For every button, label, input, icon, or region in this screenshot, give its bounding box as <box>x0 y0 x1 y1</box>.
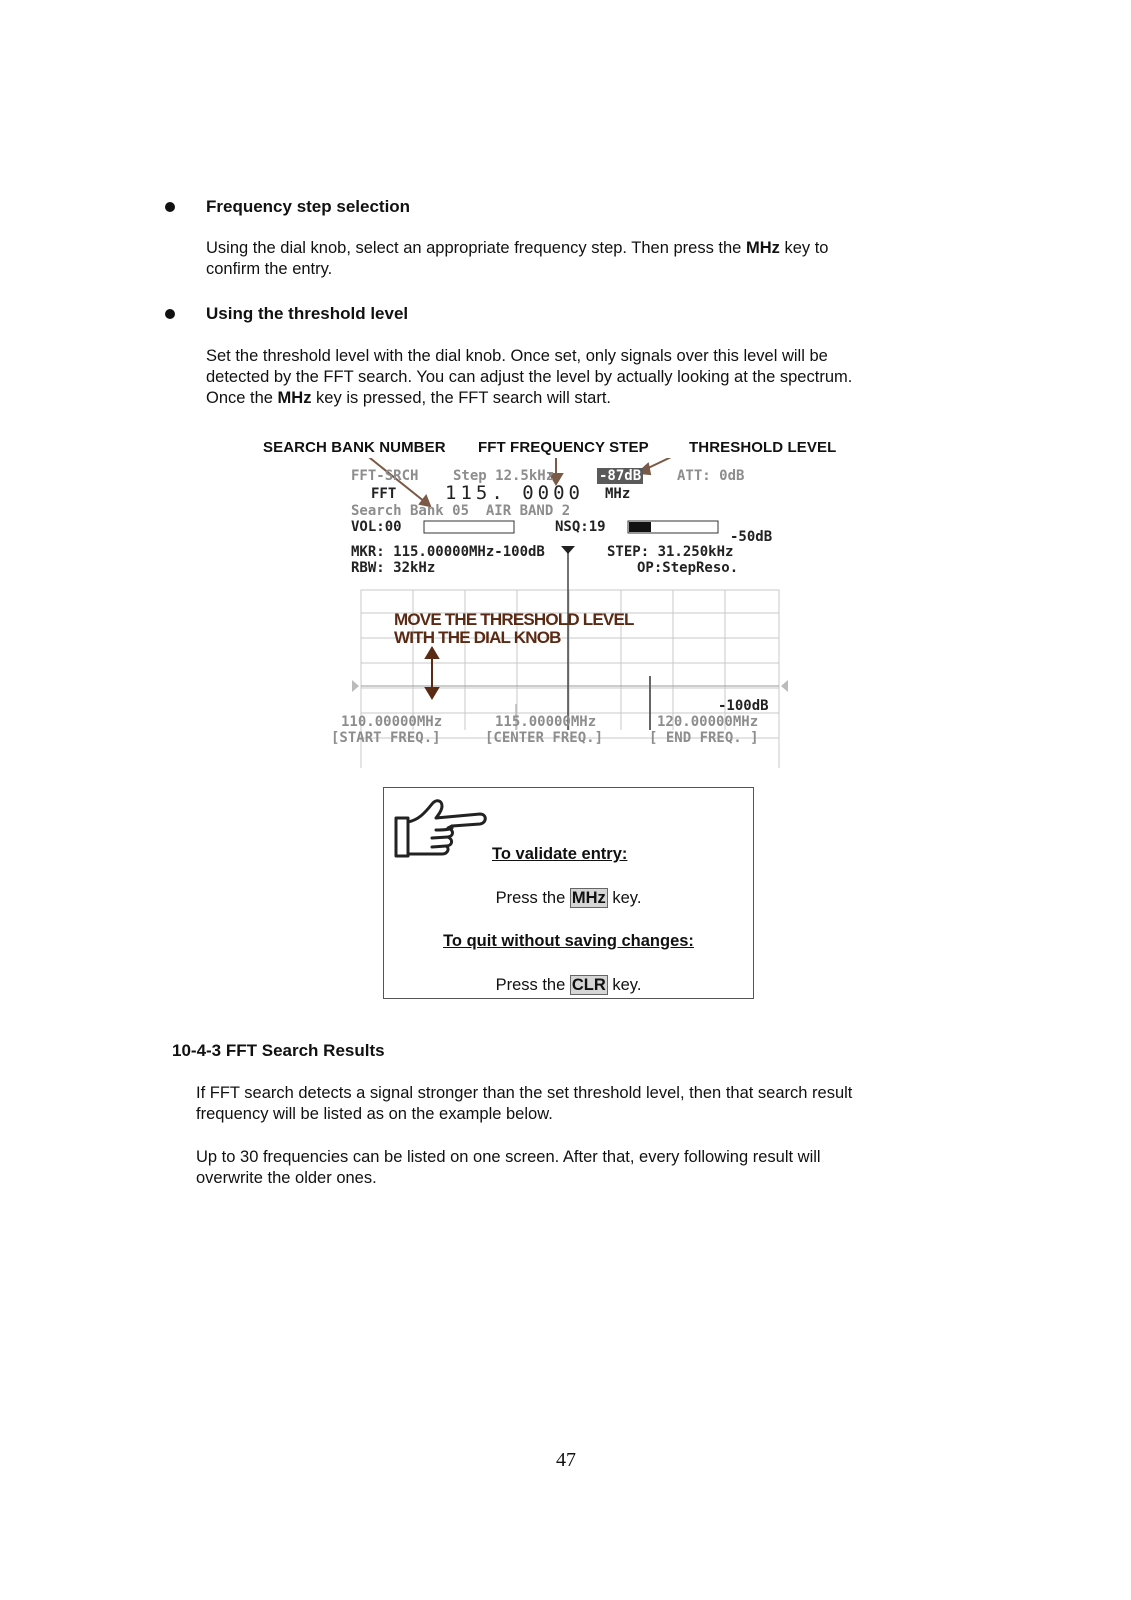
end-frequency-label: [ END FREQ. ] <box>649 730 759 746</box>
receiver-screen-figure <box>330 458 810 768</box>
text: Set the threshold level with the dial knob. Once set, only signals over this level will be <box>206 347 828 365</box>
text: Up to 30 frequencies can be listed on one screen. After that, every following result will <box>196 1148 821 1166</box>
clr-key: CLR <box>571 976 606 994</box>
pointing-hand-icon <box>392 790 492 860</box>
frequency-unit: MHz <box>605 486 631 502</box>
text: key to <box>779 239 829 257</box>
move-threshold-instruction <box>394 611 634 647</box>
paragraph-fft-results-1 <box>196 1083 976 1125</box>
paragraph-frequency-step <box>206 238 966 280</box>
validate-entry-title: To validate entry: <box>492 845 628 863</box>
text: frequency will be listed as on the example below. <box>196 1105 553 1123</box>
threshold-left-marker <box>352 680 359 692</box>
paragraph-threshold <box>206 346 976 409</box>
instruction-line: WITH THE DIAL KNOB <box>394 628 561 647</box>
bullet-icon <box>165 202 175 212</box>
text: Once the <box>206 389 278 407</box>
paragraph-fft-results-2 <box>196 1147 976 1189</box>
center-frequency: 115.00000MHz <box>495 714 597 730</box>
text: confirm the entry. <box>206 260 333 278</box>
threshold-badge: -87dB <box>599 468 642 484</box>
up-down-arrow-icon <box>426 648 438 698</box>
section-heading-frequency-step: Frequency step selection <box>206 197 411 216</box>
note-box <box>383 787 754 999</box>
text: key. <box>607 976 642 994</box>
frequency-display: 115. 0000 <box>445 482 584 504</box>
nsq-label: NSQ:19 <box>555 519 606 535</box>
volume-bar <box>424 521 514 533</box>
mhz-key: MHz <box>571 889 606 907</box>
text: detected by the FFT search. You can adjust the level by actually looking at the spectrum. <box>206 368 853 386</box>
text: Press the <box>495 976 570 994</box>
reference-bottom-label: -100dB <box>718 698 769 714</box>
quit-title: To quit without saving changes: <box>443 932 694 950</box>
text: key. <box>607 889 642 907</box>
vol-label: VOL:00 <box>351 519 402 535</box>
mhz-key-ref: MHz <box>277 389 312 407</box>
marker-readout: MKR: 115.00000MHz-100dB <box>351 544 545 560</box>
squelch-bar-fill <box>629 522 651 532</box>
threshold-right-marker <box>781 680 788 692</box>
rbw-readout: RBW: 32kHz <box>351 560 436 576</box>
section-heading-threshold: Using the threshold level <box>206 304 409 323</box>
annotation-search-bank-number: SEARCH BANK NUMBER <box>263 439 446 456</box>
section-heading-fft-results: 10-4-3 FFT Search Results <box>172 1041 385 1060</box>
annotation-fft-frequency-step: FFT FREQUENCY STEP <box>478 439 649 456</box>
annotation-threshold-level: THRESHOLD LEVEL <box>689 439 837 456</box>
mhz-key-ref: MHz <box>745 239 780 257</box>
end-frequency: 120.00000MHz <box>657 714 759 730</box>
step-display: Step 12.5kHz <box>453 468 555 484</box>
marker-triangle-icon <box>561 546 575 554</box>
start-frequency: 110.00000MHz <box>341 714 443 730</box>
text: Using the dial knob, select an appropriate frequency step. Then press the <box>206 239 746 257</box>
mode-label: FFT-SRCH <box>351 468 419 484</box>
text: overwrite the older ones. <box>196 1169 377 1187</box>
bullet-icon <box>165 309 175 319</box>
page-number: 47 <box>556 1449 576 1471</box>
bank-display: Search Bank 05 AIR BAND 2 <box>351 503 571 519</box>
text: key is pressed, the FFT search will start. <box>311 389 612 407</box>
instruction-line: MOVE THE THRESHOLD LEVEL <box>394 610 634 629</box>
reference-top-label: -50dB <box>730 529 773 545</box>
op-readout: OP:StepReso. <box>637 560 739 576</box>
text: Press the <box>495 889 570 907</box>
center-frequency-label: [CENTER FREQ.] <box>485 730 604 746</box>
validate-entry-text <box>384 889 753 908</box>
fft-label: FFT <box>371 486 397 502</box>
start-frequency-label: [START FREQ.] <box>331 730 441 746</box>
att-display: ATT: 0dB <box>677 468 745 484</box>
quit-text <box>384 976 753 995</box>
step-readout: STEP: 31.250kHz <box>607 544 734 560</box>
text: If FFT search detects a signal stronger than the set threshold level, then that search result <box>196 1084 853 1102</box>
